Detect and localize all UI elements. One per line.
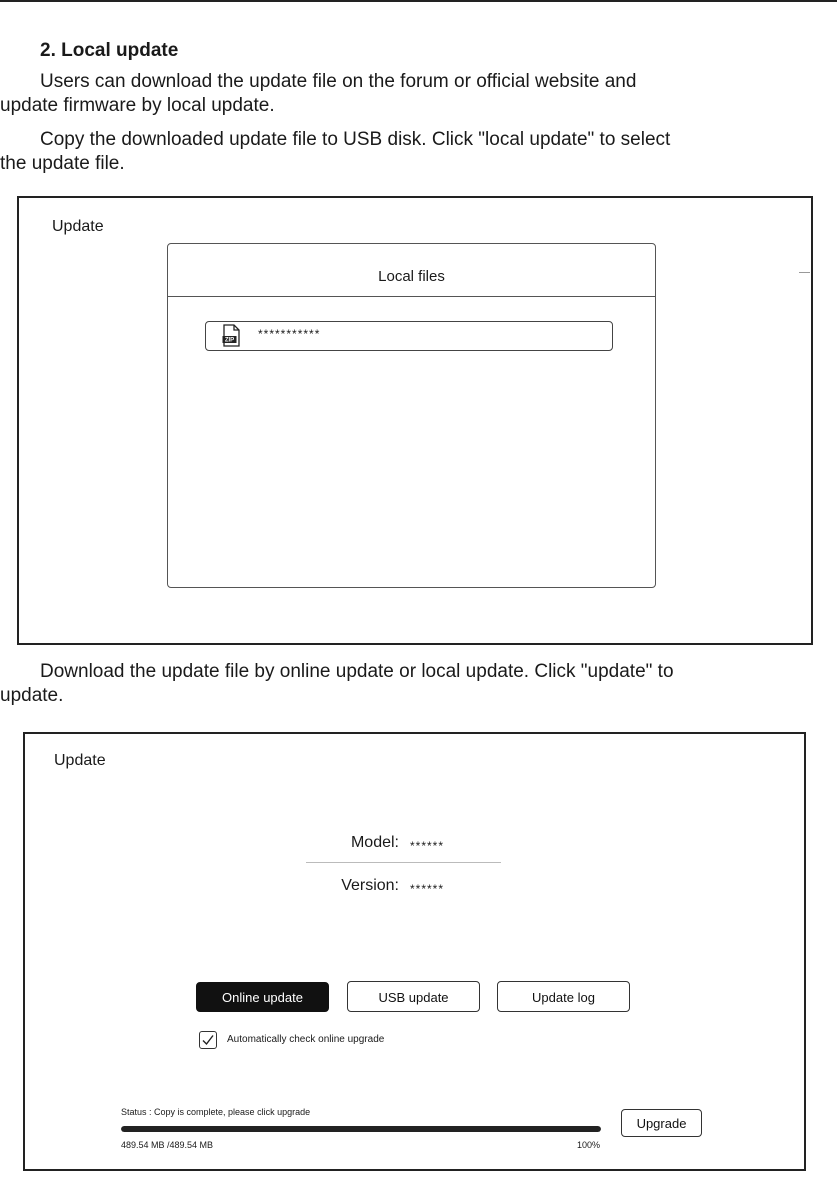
- status-text: Status : Copy is complete, please click upgrade: [121, 1107, 311, 1117]
- zip-icon-label: ZIP: [224, 337, 235, 344]
- local-files-screenshot: [17, 196, 813, 645]
- paragraph-line: Copy the downloaded update file to USB disk. Click "local update" to select: [40, 129, 671, 150]
- download-size: 489.54 MB /489.54 MB: [121, 1140, 214, 1150]
- auto-check-checkbox[interactable]: [199, 1031, 217, 1049]
- info-divider: [306, 862, 501, 863]
- screen-title: Update: [54, 752, 106, 769]
- version-value: ******: [410, 882, 445, 896]
- model-value: ******: [410, 839, 445, 853]
- model-label: Model:: [350, 834, 399, 851]
- paragraph-update-instructions: [0, 660, 830, 708]
- paragraph-local-update-intro: [0, 70, 830, 118]
- dialog-title: Local files: [168, 244, 655, 297]
- file-list-item[interactable]: [205, 321, 613, 351]
- usb-update-button[interactable]: USB update: [347, 981, 480, 1012]
- paragraph-line: Users can download the update file on the forum or official website and: [40, 71, 637, 92]
- paragraph-line: Download the update file by online update or local update. Click "update" to: [40, 661, 674, 682]
- version-label: Version:: [341, 877, 399, 894]
- online-update-button[interactable]: Online update: [196, 982, 329, 1012]
- paragraph-line: update.: [0, 685, 64, 706]
- paragraph-line: update firmware by local update.: [0, 95, 275, 116]
- update-screen-screenshot: [23, 732, 806, 1171]
- upgrade-button[interactable]: Upgrade: [621, 1109, 702, 1137]
- progress-percent: 100%: [577, 1140, 601, 1150]
- paragraph-line: the update file.: [0, 153, 125, 174]
- top-rule: [0, 0, 837, 2]
- section-title: 2. Local update: [40, 40, 179, 61]
- auto-check-label: Automatically check online upgrade: [227, 1034, 385, 1045]
- file-name: ***********: [258, 327, 321, 341]
- paragraph-copy-instructions: [0, 128, 830, 176]
- local-files-dialog: [167, 243, 656, 588]
- progress-fill: [121, 1126, 601, 1132]
- update-log-button[interactable]: Update log: [497, 981, 630, 1012]
- check-icon: [200, 1032, 216, 1048]
- zip-file-icon: [222, 324, 241, 347]
- progress-bar: [121, 1126, 601, 1132]
- edge-marker: [799, 272, 810, 273]
- screen-title: Update: [52, 218, 104, 235]
